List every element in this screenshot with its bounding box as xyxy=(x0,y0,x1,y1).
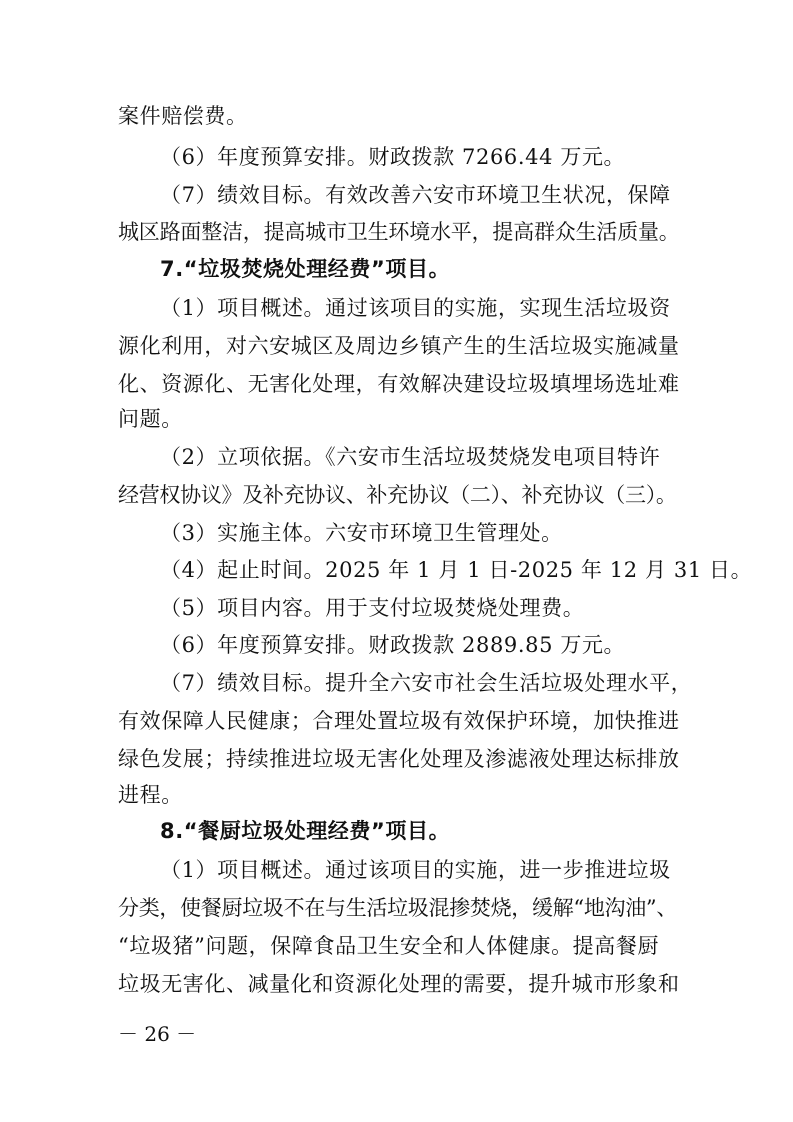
text-line: 化、资源化、无害化处理，有效解决建设垃圾填埋场选址难 xyxy=(118,372,680,396)
text-line: 案件赔偿费。 xyxy=(118,104,248,128)
text-line: （6）年度预算安排。财政拨款 7266.44 万元。 xyxy=(160,145,626,169)
text-line: 垃圾无害化、减量化和资源化处理的需要，提升城市形象和 xyxy=(118,972,680,996)
text-line: （4）起止时间。2025 年 1 月 1 日-2025 年 12 月 31 日。 xyxy=(160,558,753,582)
text-line: （1）项目概述。通过该项目的实施，实现生活垃圾资 xyxy=(160,296,671,320)
section-heading: 8.“餐厨垃圾处理经费”项目。 xyxy=(160,819,451,843)
section-heading: 7.“垃圾焚烧处理经费”项目。 xyxy=(160,257,451,281)
text-line: （2）立项依据。《六安市生活垃圾焚烧发电项目特许 xyxy=(160,445,661,469)
text-line: 问题。 xyxy=(118,407,183,431)
text-line: （5）项目内容。用于支付垃圾焚烧处理费。 xyxy=(160,596,585,620)
text-line: （7）绩效目标。提升全六安市社会生活垃圾处理水平， xyxy=(160,671,693,695)
text-line: 经营权协议》及补充协议、补充协议（二）、补充协议（三）。 xyxy=(118,483,677,507)
text-line: 进程。 xyxy=(118,783,183,807)
page-number: － 26 － xyxy=(118,1022,197,1046)
text-line: “垃圾猪”问题，保障食品卫生安全和人体健康。提高餐厨 xyxy=(118,934,660,958)
text-line: 城区路面整洁，提高城市卫生环境水平，提高群众生活质量。 xyxy=(118,220,680,244)
text-line: 绿色发展；持续推进垃圾无害化处理及渗滤液处理达标排放 xyxy=(118,747,680,771)
text-line: （6）年度预算安排。财政拨款 2889.85 万元。 xyxy=(160,633,626,657)
text-line: （1）项目概述。通过该项目的实施，进一步推进垃圾 xyxy=(160,858,671,882)
text-line: 有效保障人民健康；合理处置垃圾有效保护环境，加快推进 xyxy=(118,709,680,733)
text-line: （3）实施主体。六安市环境卫生管理处。 xyxy=(160,521,563,545)
text-line: 源化利用，对六安城区及周边乡镇产生的生活垃圾实施减量 xyxy=(118,334,680,358)
text-line: 分类，使餐厨垃圾不在与生活垃圾混掺焚烧，缓解“地沟油”、 xyxy=(118,896,678,920)
text-line: （7）绩效目标。有效改善六安市环境卫生状况，保障 xyxy=(160,183,671,207)
